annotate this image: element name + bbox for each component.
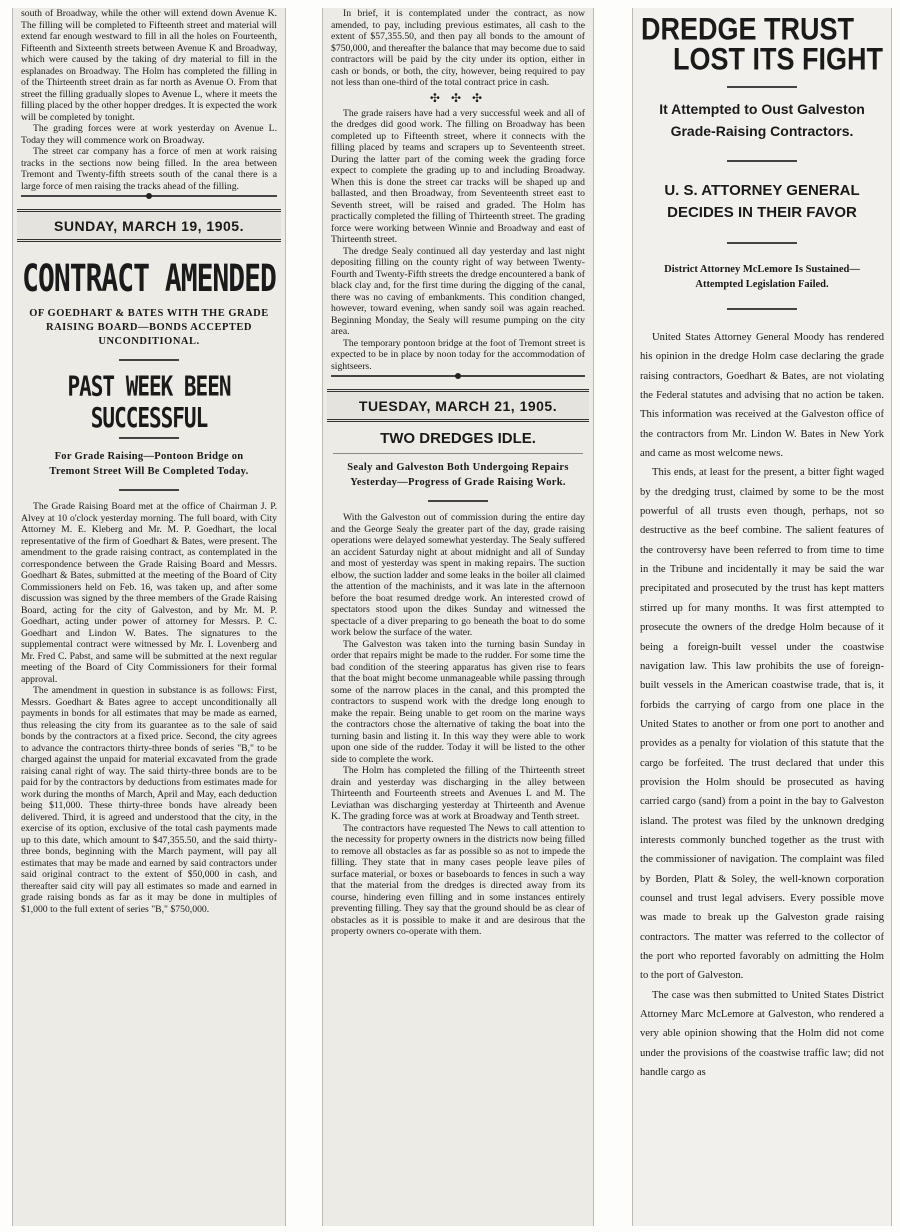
col3-body-paragraph-2: This ends, at least for the present, a bitter fight waged by the dredging trust, claimed by some to be the most powerful of all trusts even though, perhaps, not so destructive as the beef combine. The salient features of the controversy have been referred to from time to time in the Tribune and incidentally it may be said the war precipitated and prosecuted by the trust has kept matters stirred up for many months. It was first attempted to prosecute the owners of the dredge Holm because of it being a foreign-built vessel under the coastwise navigation law. This law prohibits the use of foreign-built vessels in the American coastwise trade, that is, it forbids the carrying of cargo from one place in the United States to another or from one port to another and provides as a penalty for violation of this statute that the cargo be forfeited. The trust declared that under this provision the Holm should be prosecuted as having carried cargo (sand) from a point in the bay to Galveston island. The protest was filed by the unknown dredging interests commonly bunched together as the trust with the commissioner of navigation. The complaint was filed by Borden, Platt & Soley, the well-known corporation counsel and trust legal advisers. Every possible move was made to break up the Galveston grade raising contractors. The matter was referred to the collector of the port who reported favorably on admitting the Holm to the port of Galveston. [640, 467, 884, 982]
deck-mclemore: District Attorney McLemore Is Sustained—Attempted Legislation Failed. [664, 264, 860, 290]
col2-top-paragraph-4: The temporary pontoon bridge at the foot of Tremont street is expected to be in place by noon today for the accommodation of sightseers. [331, 337, 585, 372]
col2-top-paragraph-2: The grade raisers have had a very successful week and all of the dredges did good work. The filling on Broadway has been completed up to Fifteenth street, where it connects with the filling placed by teams and scrapers up to Seventeenth street. During the latter part of the coming week the grading force expect to complete the grading up to and including Broadway. When this is done the street car tracks will be shaped up and ballasted, and then Broadway, from Seventeenth street east to Seventh street, will be raised and graded. The Holm has practically completed the filling of Thirteenth street. The grading force were working between Winnie and Broadway and east of Thirteenth street. [331, 107, 585, 245]
short-divider [119, 489, 179, 491]
headline-two-dredges-idle: TWO DREDGES IDLE. [380, 430, 536, 447]
col2-article-top [323, 8, 593, 89]
col1-article-top [13, 8, 285, 192]
deck-goedhart-bates: OF GOEDHART & BATES WITH THE GRADE RAISING BOARD—BONDS ACCEPTED UNCONDITIONAL. [29, 308, 269, 347]
col2-body-paragraph-2: The Galveston was taken into the turning basin Sunday in order that repairs might be made to the rudder. For some time the bad condition of the steering apparatus has given rise to fears that the boat might become unmanageable while passing through some of the narrow places in the canal, and this prompted the contractors to suspend work with the dredge long enough to make the repair. Being unable to get room on the marine ways the contractors chose the alternative of taking the boat into the turning basin and listing it. In this way they were able to work upon one side of the rudder. Today it will be listed to the other side to complete the work. [331, 638, 585, 765]
deck-sealy-galveston: Sealy and Galveston Both Undergoing Repairs Yesterday—Progress of Grade Raising Work. [347, 462, 569, 488]
star-separator: ✣ ✣ ✣ [429, 90, 487, 105]
clipping-column-1 [12, 8, 286, 1226]
col2-top-paragraph-1: In brief, it is contemplated under the contract, as now amended, to pay, including previous estimates, all cash to the extent of $57,355.50, and then pay all bonds to the amount of $750,000, and thereafter the balance that may become due to said contractors will be paid by the city under its option, either in cash or bonds, or both, the city, however, being required to pay not less than one-third of the total contract price in cash. [331, 8, 585, 88]
col3-article-body [633, 328, 891, 1082]
section-divider [331, 375, 585, 383]
col2-body-paragraph-4: The contractors have requested The News to call attention to the necessity for property owners in the districts now being filled to remove all obstacles as far as possible so as not to impede the filling. They state that in many cases people leave piles of surface material, or boxes or baseboards to fences in such a way that the material from the dredges is directed away from its course, hindering even filling and in some instances entirely preventing filling. They say that the ground should be as clear of obstacles as it is possible to make it and are desirous that the property owners co-operate with them. [331, 822, 585, 937]
col1-top-paragraph-3: The street car company has a force of men at work raising tracks in the sections now being filled. In the area between Tremont and Twenty-fifth streets south of the canal there is a large force of men raising the tracks ahead of the filling. [21, 146, 277, 192]
col3-body-paragraph-1: United States Attorney General Moody has rendered his opinion in the dredge Holm case declaring the grade raising contractors, Goedhart & Bates, are not violating the Federal statutes and advising that no action be taken. This information was received at the Galveston office of the contractors from Mr. Lindon W. Bates in New York and came as most welcome news. [640, 332, 884, 460]
headline-dredge-trust-line2: LOST ITS FIGHT [673, 42, 883, 77]
subhead-attorney-general: U. S. ATTORNEY GENERAL DECIDES IN THEIR FAVOR [664, 182, 860, 221]
deck-pontoon-bridge: For Grade Raising—Pontoon Bridge on Tremont Street Will Be Completed Today. [49, 451, 249, 477]
short-divider [727, 242, 797, 244]
clipping-column-3 [632, 8, 892, 1226]
headline-contract-amended: CONTRACT AMENDED [22, 256, 276, 301]
col2-article-body [323, 512, 593, 938]
short-divider [727, 86, 797, 88]
short-divider [119, 437, 179, 439]
col2-body-paragraph-3: The Holm has completed the filling of the Thirteenth street drain and yesterday was discharging in the alley between Thirteenth and Fourteenth streets and Avenues L and M. The Leviathan was discharging yesterday at Thirteenth and Avenue K. The grading force was at work at Broadway and Tenth street. [331, 765, 585, 822]
dateline-march-19: SUNDAY, MARCH 19, 1905. [17, 209, 281, 242]
short-divider [428, 500, 488, 502]
short-divider [727, 160, 797, 162]
divider [333, 453, 583, 454]
subhead-oust-contractors: It Attempted to Oust Galveston Grade-Raising Contractors. [659, 101, 865, 139]
col1-top-paragraph-2: The grading forces were at work yesterday on Avenue L. Today they will commence work on Broadway. [21, 123, 277, 146]
col2-body-paragraph-1: With the Galveston out of commission during the entire day and the George Sealy the greater part of the day, grade raising operations were delayed somewhat yesterday. The Sealy suffered an accident Saturday night at about midnight and all of Sunday and most of yesterday was spent in making repairs. The suction elbow, the suction ladder and some leaks in the boiler all claimed the attention of the machinists, and it was late in the afternoon before the boat resumed dredge work. An interested crowd of spectators stood upon the dikes Sunday and witnessed the spectacle of a diver preparing to go beneath the boat to do some work below the surface of the water. [331, 512, 585, 638]
headline-past-week: PAST WEEK BEEN SUCCESSFUL [67, 371, 231, 434]
headline-dredge-trust-line1: DREDGE TRUST [641, 12, 855, 47]
short-divider [119, 359, 179, 361]
col3-body-paragraph-3: The case was then submitted to United States District Attorney Marc McLemore at Galveston, who rendered a very able opinion showing that the Holm did not come under the provisions of the coastwise traffic law; did not handle cargo as [640, 989, 884, 1079]
clipping-column-2 [322, 8, 594, 1226]
col2-top-paragraph-3: The dredge Sealy continued all day yesterday and last night depositing filling on the county right of way between Twenty-Fourth and Twenty-Fifth streets the dredge encountered a bank of black clay and, for the first time during the digging of the canal, there was no caving of embankments. This condition changed, however, toward evening, when sandy soil was again reached. Beginning Monday, the Sealy will resume pumping on the city area. [331, 245, 585, 337]
section-divider [21, 195, 277, 203]
dateline-march-21: TUESDAY, MARCH 21, 1905. [327, 389, 589, 422]
col1-body-paragraph-1: The Grade Raising Board met at the office of Chairman J. P. Alvey at 10 o'clock yesterday morning. The full board, with City Attorney M. E. Kleberg and Mr. M. P. Goedhart, the local representative of the firm of Goedhart & Bates, were present. The amendment to the grade raising contract, as contemplated in the correspondence between the Grade Raising Board and Messrs. Goedhart & Bates, submitted at the meeting of the Board of City Commissioners held on Feb. 16, was taken up, and after some discussion was signed by the three members of the Grade Raising Board, acting for the city of Galveston, and by Mr. M. P. Goedhart, acting under power of attorney for Messrs. P. C. Goedhart and Lindon W. Bates. The signatures to the supplemental contract were witnessed by Mr. I. Lovenberg and Mr. Fred C. Pabst, and same will be submitted at the next regular meeting of the Board of City Commissioners for their formal approval. [21, 501, 277, 685]
col1-body-paragraph-2: The amendment in question in substance is as follows: First, Messrs. Goedhart & Bates agree to accept unconditionally all payments in bonds for all estimates that may be made as earned, thus releasing the city from its guarantee as to the sale of said bonds by the contractors at a fixed price. Second, the city agrees to advance the contractors thirty-three bonds of series "B," to be charged against the unpaid for material excavated from the grade raising canal right of way. The said thirty-three bonds are to be paid for by the contractors by deductions from estimates made for work during the months of March, April and May, each deduction being $11,000. These thirty-three bonds have already been delivered. Third, it is agreed and understood that the city, in the exercise of its option, exclusive of the total cash payments made up to this date, which amount to $47,355.50, and the said thirty-three bonds, beginning with the March payment, will pay all estimates that may be made and earned by said contractors under said original contract to the extent of $50,000 in cash, and thereafter said city will pay all estimates so made and earned in grade raising bonds as far as it may be done in multiples of $1,000 to the full extent of series "B," $750,000. [21, 685, 277, 915]
col1-top-paragraph-1: south of Broadway, while the other will extend down Avenue K. The filling will be completed to Fifteenth street and material will extend far enough westward to fill in all the holes on Fourteenth, Fifteenth and Sixteenth streets between Avenue K and Broadway, which were caused by the taking of dry material to fill in the esplanades on Broadway. The Holm has completed the filling in of the Thirteenth street drain as far north as Avenue O. From that street the filling gradually slopes to Avenue L, where it meets the filling placed by the other hopper dredges. It is expected the work will be completed by tonight. [21, 8, 277, 123]
short-divider [727, 308, 797, 310]
col1-article-body [13, 501, 285, 915]
col2-article-middle [323, 108, 593, 373]
